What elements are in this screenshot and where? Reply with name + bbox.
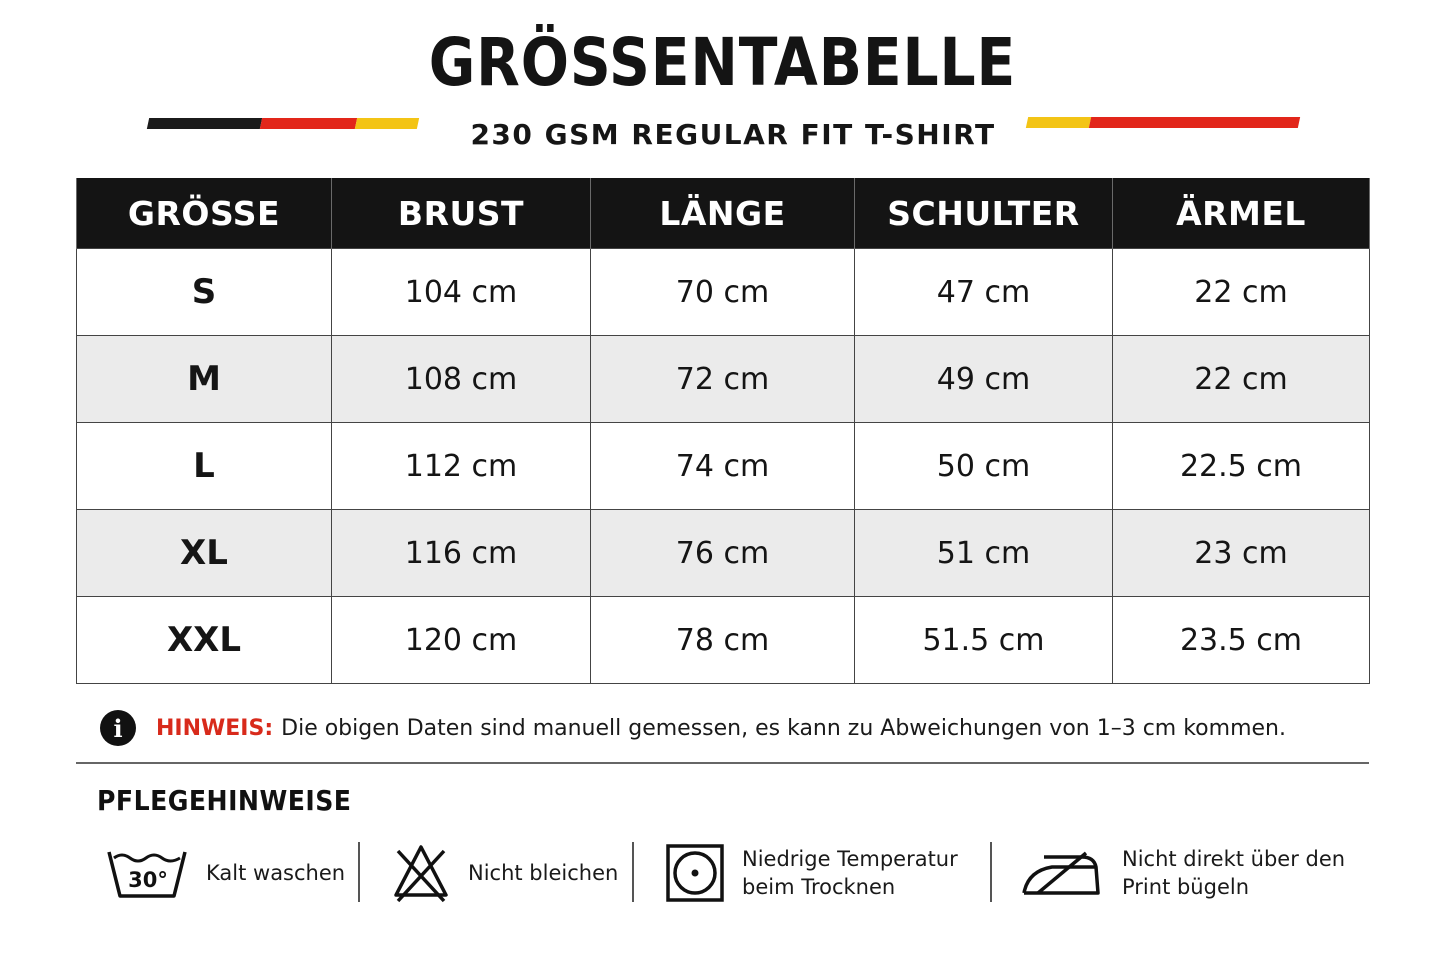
care-label-line-1: Kalt waschen [206,861,346,885]
aermel-cell: 22.5 cm [1113,423,1370,510]
size-cell: XXL [77,597,332,684]
flag-stripe-right [1026,117,1300,128]
schulter-cell: 50 cm [855,423,1113,510]
table-row [77,249,1370,336]
care-separator [358,842,360,902]
laenge-cell: 78 cm [591,597,855,684]
brust-cell: 108 cm [332,336,591,423]
laenge-cell: 76 cm [591,510,855,597]
care-item-wash [106,840,345,906]
schulter-cell: 51 cm [855,510,1113,597]
note-text: Die obigen Daten sind manuell gemessen, es kann zu Abweichungen von 1–3 cm kommen. [281,715,1286,741]
brust-cell: 120 cm [332,597,591,684]
care-label-line-2: Print bügeln [1122,875,1250,899]
page-title: GRÖSSENTABELLE [428,24,1017,101]
schulter-cell: 49 cm [855,336,1113,423]
aermel-cell: 23.5 cm [1113,597,1370,684]
laenge-cell: 72 cm [591,336,855,423]
care-item-bleach [392,840,618,906]
care-section-title: PFLEGEHINWEISE [97,784,352,817]
iron-icon [1020,847,1104,899]
aermel-cell: 22 cm [1113,336,1370,423]
schulter-cell: 47 cm [855,249,1113,336]
size-cell: L [77,423,332,510]
schulter-cell: 51.5 cm [855,597,1113,684]
wash-temperature-label: 30° [128,868,168,892]
table-header-row [77,178,1370,249]
size-cell: M [77,336,332,423]
size-table [76,178,1370,684]
brust-cell: 116 cm [332,510,591,597]
column-header-aermel: ÄRMEL [1113,178,1370,249]
column-header-laenge: LÄNGE [591,178,855,249]
tumble-dry-low-icon [666,844,724,902]
care-label-line-1: Nicht direkt über den [1122,847,1346,871]
care-label [1122,845,1345,901]
care-label-line-1: Niedrige Temperatur [742,847,958,871]
measurement-note [100,708,1390,748]
brust-cell: 112 cm [332,423,591,510]
note-label: HINWEIS: [156,715,274,741]
laenge-cell: 74 cm [591,423,855,510]
no-bleach-icon [392,843,450,903]
table-row [77,336,1370,423]
care-label-line-2: beim Trocknen [742,875,896,899]
column-header-groesse: GRÖSSE [77,178,332,249]
table-row [77,597,1370,684]
brust-cell: 104 cm [332,249,591,336]
stripe-gold [1026,117,1091,128]
care-separator [632,842,634,902]
aermel-cell: 22 cm [1113,249,1370,336]
aermel-cell: 23 cm [1113,510,1370,597]
table-row [77,510,1370,597]
page-subtitle: 230 GSM REGULAR FIT T-SHIRT [470,118,996,151]
info-icon: i [100,710,136,746]
stripe-red [1088,117,1300,128]
table-row [77,423,1370,510]
size-cell: S [77,249,332,336]
section-divider [76,762,1369,764]
wash-30-icon [106,844,188,902]
care-item-iron [1020,840,1345,906]
column-header-brust: BRUST [332,178,591,249]
laenge-cell: 70 cm [591,249,855,336]
care-item-dry [666,840,958,906]
care-label-line-1: Nicht bleichen [468,861,619,885]
care-label [742,845,958,901]
size-cell: XL [77,510,332,597]
care-label [468,859,618,887]
column-header-schulter: SCHULTER [855,178,1113,249]
care-label [206,859,345,887]
care-separator [990,842,992,902]
